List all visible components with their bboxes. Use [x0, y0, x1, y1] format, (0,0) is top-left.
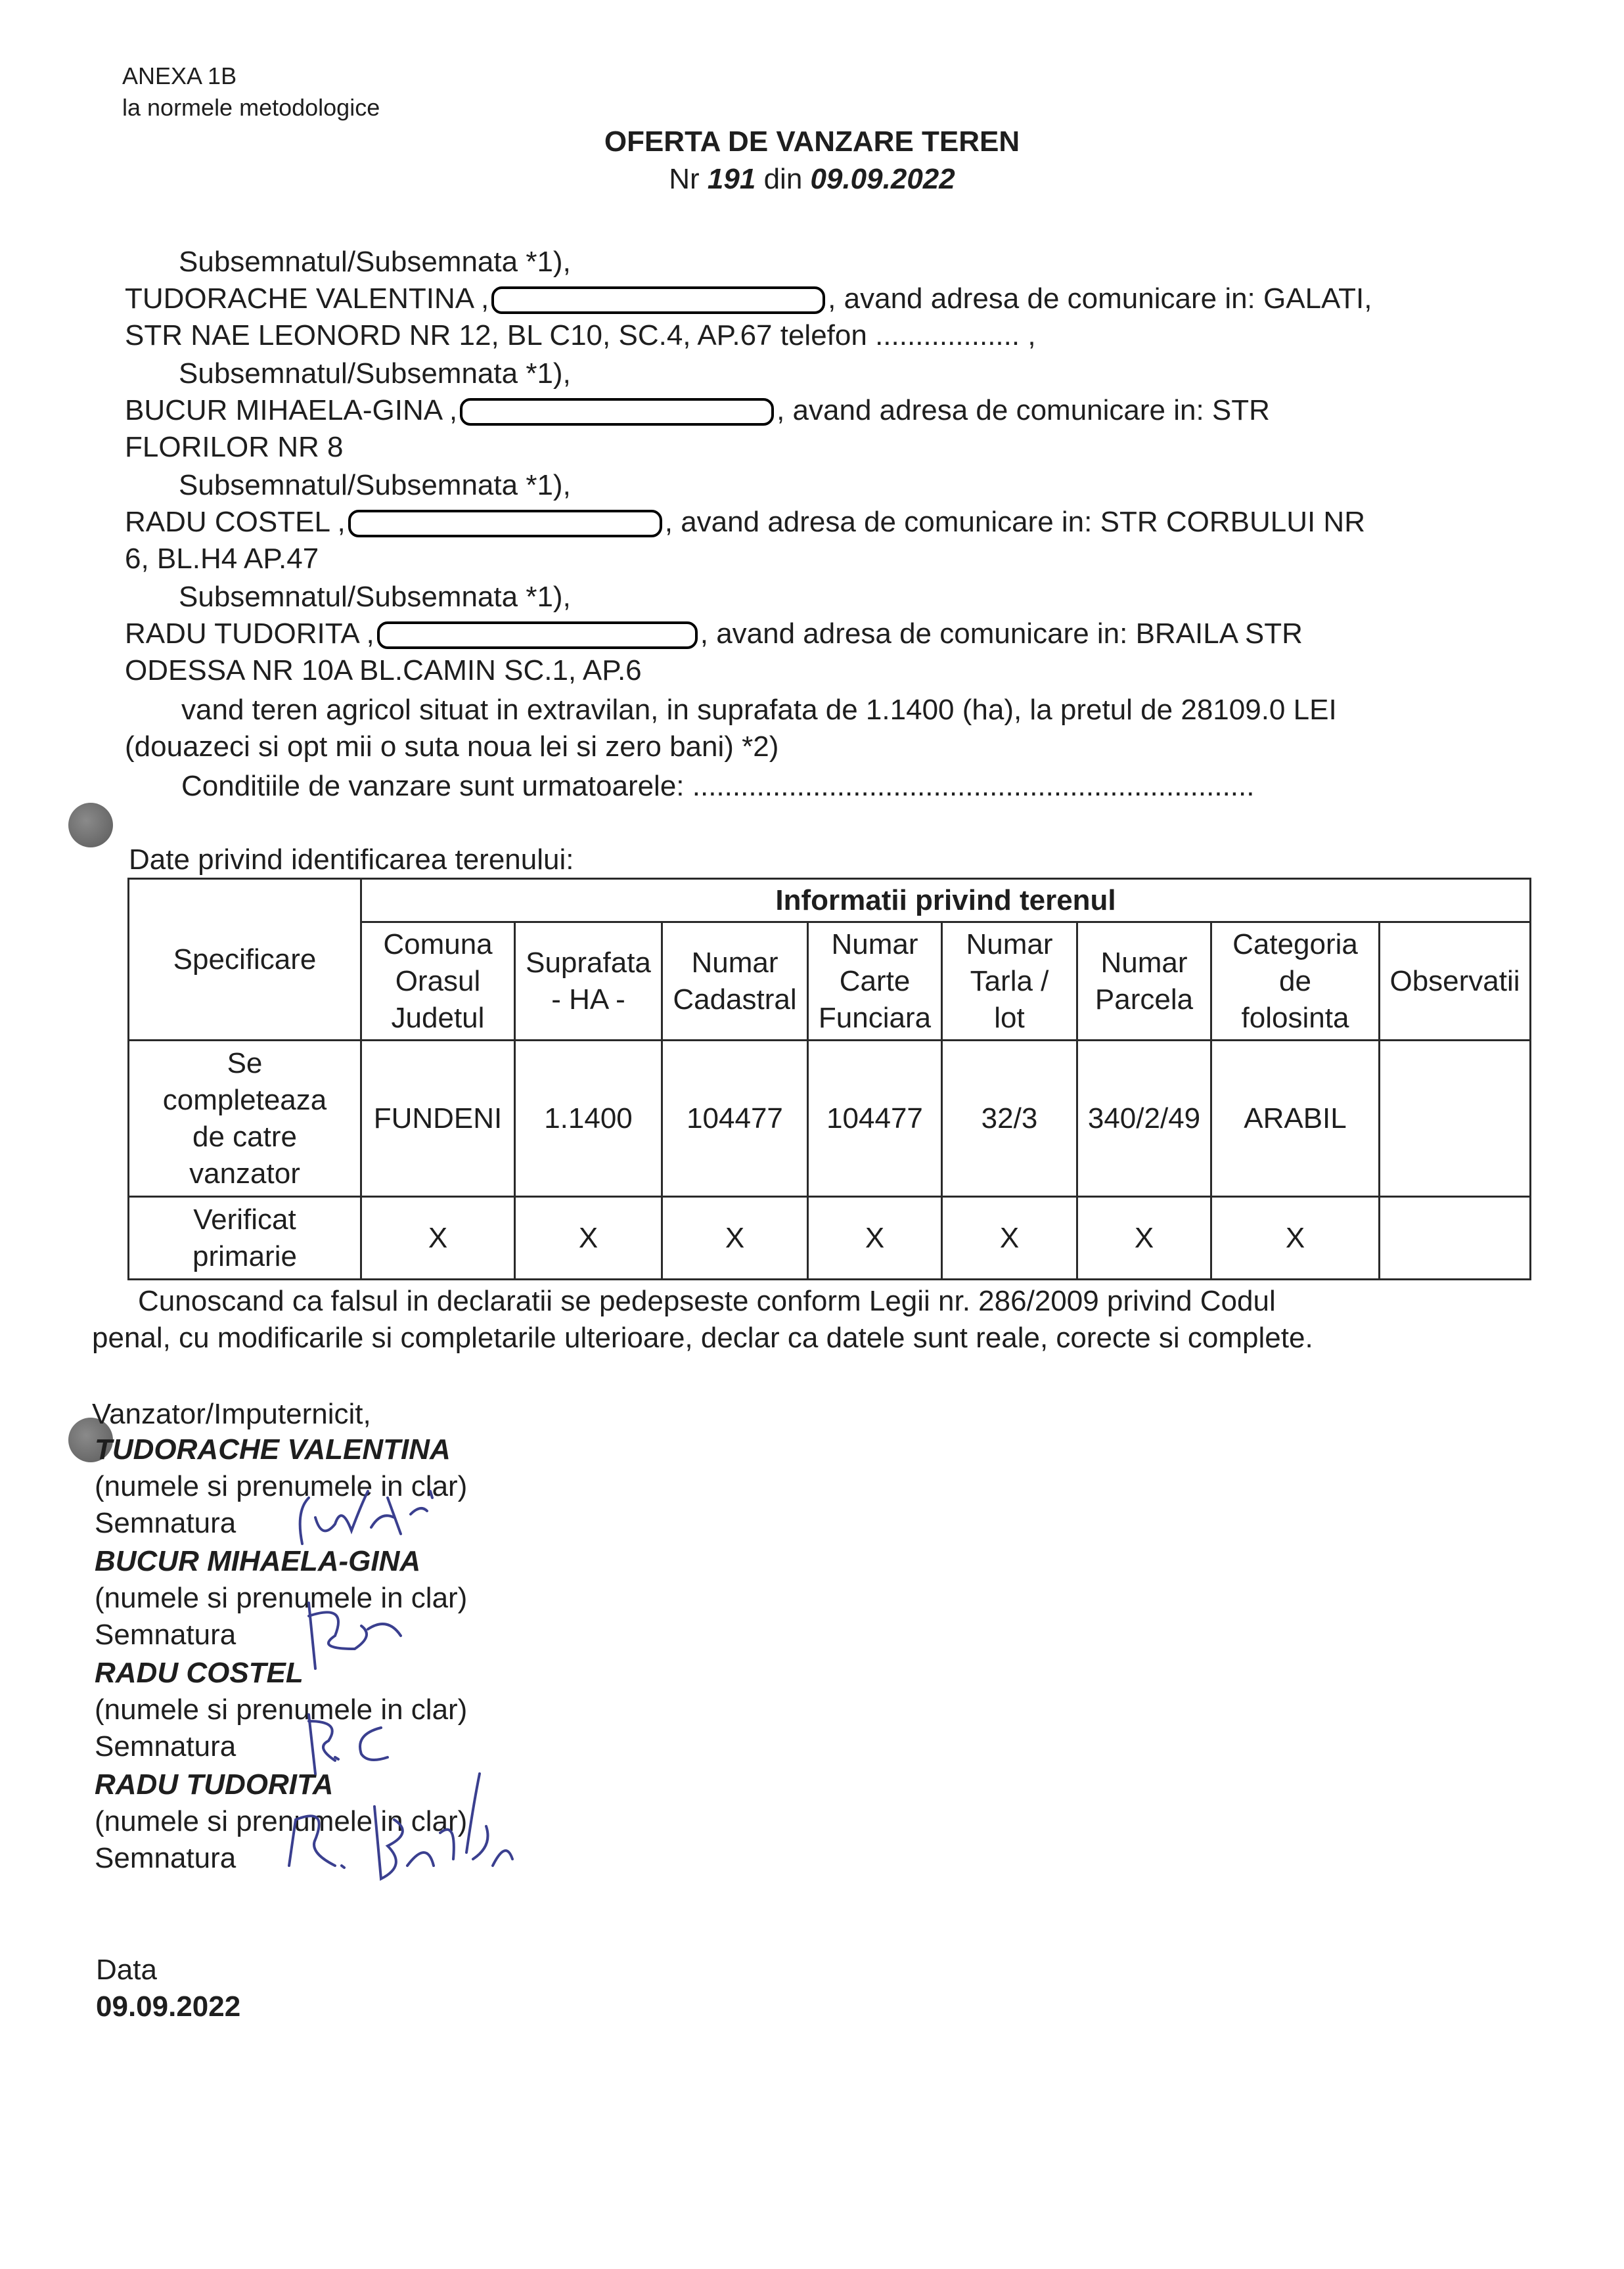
signatures-heading: Vanzator/Imputernicit,	[92, 1398, 371, 1430]
signer-4-sign-label: Semnatura	[95, 1842, 237, 1874]
offer-line-1: vand teren agricol situat in extravilan, in suprafata de 1.1400 (ha), la pretul de 28109.0 LEI	[181, 694, 1337, 726]
seller-2-name: BUCUR MIHAELA-GINA	[125, 394, 441, 426]
date-value: 09.09.2022	[96, 1990, 241, 2023]
cell-check: X	[1211, 1197, 1380, 1280]
col-header-observations: Observatii	[1380, 922, 1531, 1041]
col-header-land-book: Numar Carte Funciara	[808, 922, 942, 1041]
seller-1-line-1: TUDORACHE VALENTINA , , avand adresa de comunicare in: GALATI,	[125, 282, 1372, 315]
cell-parcel: 340/2/49	[1077, 1041, 1211, 1197]
seller-4-line-2: ODESSA NR 10A BL.CAMIN SC.1, AP.6	[125, 654, 642, 686]
annex-line-1: ANEXA 1B	[122, 62, 237, 89]
cell-observations	[1380, 1197, 1531, 1280]
offer-date: 09.09.2022	[810, 163, 955, 195]
seller-2-intro: Subsemnatul/Subsemnata *1),	[179, 357, 571, 390]
seller-1-intro: Subsemnatul/Subsemnata *1),	[179, 246, 571, 278]
seller-1-line-2: STR NAE LEONORD NR 12, BL C10, SC.4, AP.67 telefon .................. ,	[125, 319, 1036, 351]
signer-3-caption: (numele si prenumele in clar)	[95, 1694, 468, 1726]
cell-check: X	[1077, 1197, 1211, 1280]
seller-3-line-2: 6, BL.H4 AP.47	[125, 543, 319, 575]
seller-1-address-start: , avand adresa de comunicare in: GALATI,	[828, 282, 1372, 315]
signer-1-name: TUDORACHE VALENTINA	[95, 1433, 451, 1466]
table-header-row	[129, 879, 1531, 922]
seller-3-address-start: , avand adresa de comunicare in: STR CORBULUI NR	[664, 506, 1365, 538]
sale-conditions: Conditiile de vanzare sunt urmatoarele: ......................................................................	[181, 770, 1255, 802]
seller-3-name: RADU COSTEL	[125, 506, 330, 538]
declaration-line-1: Cunoscand ca falsul in declaratii se pedepseste conform Legii nr. 286/2009 privind Codul	[138, 1285, 1276, 1317]
land-info-table	[127, 878, 1531, 1280]
punch-hole	[68, 803, 113, 847]
cell-area: 1.1400	[515, 1041, 662, 1197]
redacted-field	[460, 398, 774, 426]
col-header-commune: Comuna Orasul Judetul	[361, 922, 515, 1041]
seller-1-name: TUDORACHE VALENTINA	[125, 282, 473, 315]
signature-4-scribble	[276, 1767, 539, 1892]
seller-4-address-start: , avand adresa de comunicare in: BRAILA STR	[700, 618, 1303, 650]
redacted-field	[491, 286, 825, 314]
redacted-field	[377, 621, 698, 649]
offer-number-line	[0, 160, 1624, 198]
seller-3-line-1: RADU COSTEL , , avand adresa de comunicare in: STR CORBULUI NR	[125, 506, 1365, 538]
document-title: OFERTA DE VANZARE TEREN	[604, 125, 1020, 158]
seller-3-intro: Subsemnatul/Subsemnata *1),	[179, 469, 571, 501]
signer-3-name: RADU COSTEL	[95, 1657, 304, 1689]
cell-check: X	[662, 1197, 808, 1280]
land-section-title: Date privind identificarea terenului:	[129, 843, 574, 876]
cell-category: ARABIL	[1211, 1041, 1380, 1197]
annex-heading	[122, 60, 380, 124]
seller-2-line-1: BUCUR MIHAELA-GINA , , avand adresa de comunicare in: STR	[125, 394, 1270, 426]
cell-check: X	[361, 1197, 515, 1280]
cell-observations	[1380, 1041, 1531, 1197]
redacted-field	[348, 510, 662, 537]
col-header-tarla: Numar Tarla / lot	[942, 922, 1077, 1041]
cell-check: X	[942, 1197, 1077, 1280]
cell-commune: FUNDENI	[361, 1041, 515, 1197]
group-header: Informatii privind terenul	[361, 879, 1531, 922]
row-label-city-hall: Verificat primarie	[129, 1197, 361, 1280]
cell-check: X	[515, 1197, 662, 1280]
offer-number: 191	[707, 163, 756, 195]
seller-4-intro: Subsemnatul/Subsemnata *1),	[179, 581, 571, 613]
signer-1-sign-label: Semnatura	[95, 1507, 237, 1539]
signer-1-caption: (numele si prenumele in clar)	[95, 1470, 468, 1502]
signer-2-name: BUCUR MIHAELA-GINA	[95, 1545, 421, 1577]
number-mid: din	[756, 163, 811, 195]
seller-4-name: RADU TUDORITA	[125, 618, 359, 650]
signer-2-sign-label: Semnatura	[95, 1619, 237, 1651]
cell-cadastral: 104477	[662, 1041, 808, 1197]
signer-4-name: RADU TUDORITA	[95, 1768, 334, 1801]
seller-2-address-start: , avand adresa de comunicare in: STR	[777, 394, 1270, 426]
col-header-area: Suprafata - HA -	[515, 922, 662, 1041]
signer-2-caption: (numele si prenumele in clar)	[95, 1582, 468, 1614]
table-row	[129, 1197, 1531, 1280]
declaration-line-2: penal, cu modificarile si completarile ulterioare, declar ca datele sunt reale, corecte si complete.	[92, 1322, 1313, 1354]
signature-2-scribble	[289, 1590, 407, 1682]
spec-header: Specificare	[129, 879, 361, 1041]
cell-tarla: 32/3	[942, 1041, 1077, 1197]
signature-1-scribble	[289, 1478, 447, 1557]
signer-3-sign-label: Semnatura	[95, 1730, 237, 1763]
cell-land-book: 104477	[808, 1041, 942, 1197]
seller-2-line-2: FLORILOR NR 8	[125, 431, 344, 463]
date-label: Data	[96, 1954, 157, 1986]
table-row	[129, 1041, 1531, 1197]
col-header-category: Categoria de folosinta	[1211, 922, 1380, 1041]
cell-check: X	[808, 1197, 942, 1280]
seller-4-line-1: RADU TUDORITA , , avand adresa de comunicare in: BRAILA STR	[125, 618, 1303, 650]
col-header-parcel: Numar Parcela	[1077, 922, 1211, 1041]
number-prefix: Nr	[669, 163, 708, 195]
annex-line-2: la normele metodologice	[122, 94, 380, 121]
col-header-cadastral: Numar Cadastral	[662, 922, 808, 1041]
document-title-block	[0, 124, 1624, 198]
signer-4-caption: (numele si prenumele in clar)	[95, 1805, 468, 1837]
row-label-seller: Se completeaza de catre vanzator	[129, 1041, 361, 1197]
offer-line-2: (douazeci si opt mii o suta noua lei si zero bani) *2)	[125, 730, 779, 763]
